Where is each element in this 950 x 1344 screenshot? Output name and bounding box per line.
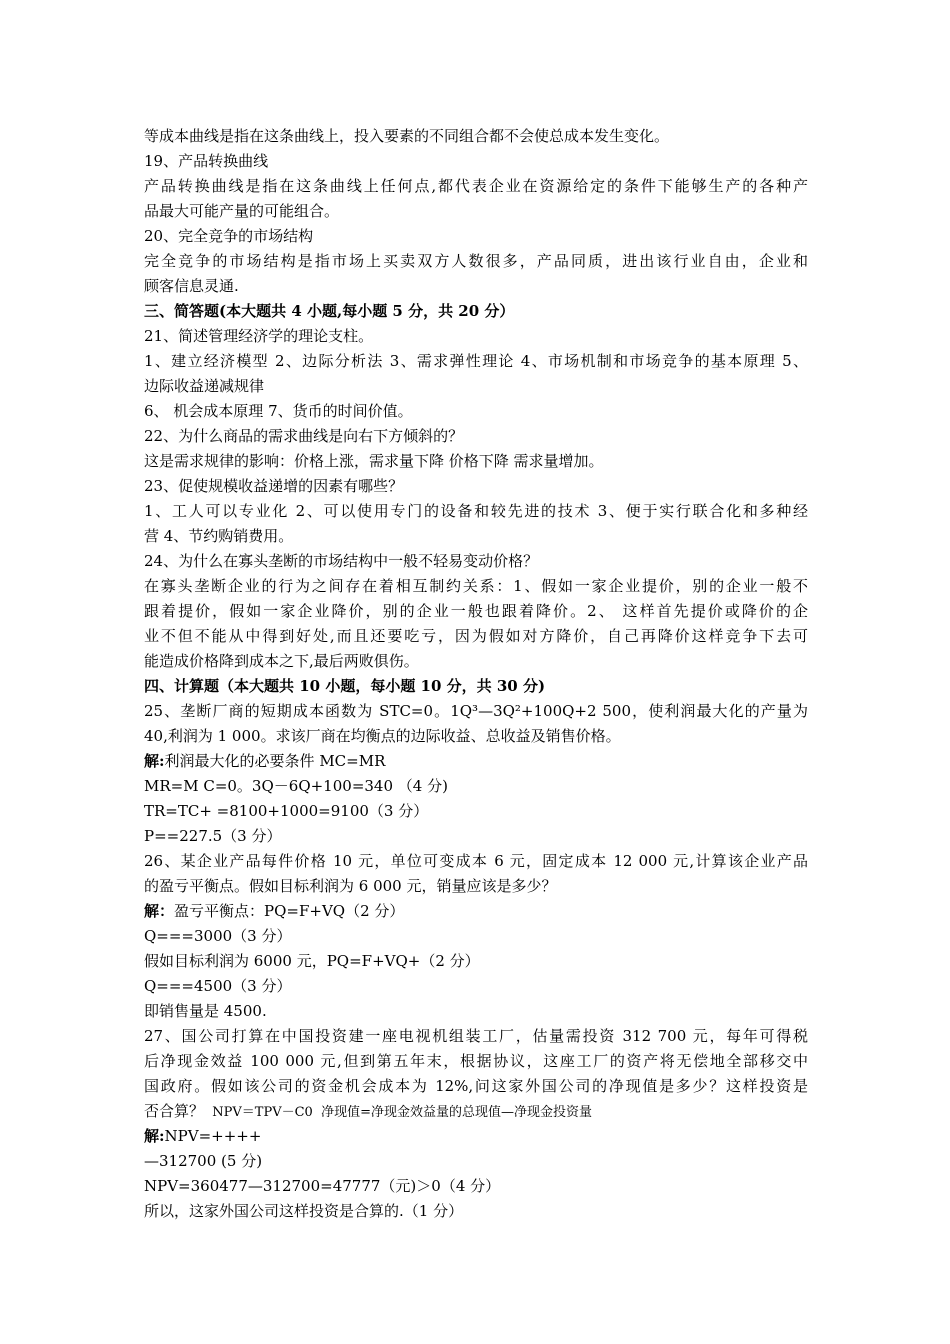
text-line <box>144 924 808 949</box>
section-heading: 三、简答题(本大题共 4 小题,每小题 5 分，共 20 分） <box>144 302 515 320</box>
text-line <box>144 299 808 324</box>
line-text: NPV=360477—312700=47777（元)＞0（4 分） <box>144 1177 501 1195</box>
line-text: 跟着提价，假如一家企业降价，别的企业一般也跟着降价。2、 这样首先提价或降价的企 <box>144 602 808 620</box>
line-text: 边际收益递减规律 <box>144 377 265 395</box>
text-line <box>144 649 808 674</box>
text-line <box>144 474 808 499</box>
text-line <box>144 1124 808 1149</box>
line-text: 1、建立经济模型 2、边际分析法 3、需求弹性理论 4、市场机制和市场竞争的基本原理 5、 <box>144 352 808 370</box>
text-line <box>144 849 808 874</box>
line-text: TR=TC+ =8100+1000=9100（3 分） <box>144 802 429 820</box>
line-text: 营 4、节约购销费用。 <box>144 527 294 545</box>
line-text: Q===3000（3 分） <box>144 927 292 945</box>
line-text: 假如目标利润为 6000 元，PQ=F+VQ+（2 分） <box>144 952 480 970</box>
text-line <box>144 449 808 474</box>
text-line <box>144 874 808 899</box>
text-line <box>144 374 808 399</box>
line-text: 产品转换曲线是指在这条曲线上任何点,都代表企业在资源给定的条件下能够生产的各种产 <box>144 177 808 195</box>
text-line <box>144 324 808 349</box>
text-line <box>144 199 808 224</box>
text-line <box>144 349 808 374</box>
text-line <box>144 699 808 724</box>
line-text: 20、完全竞争的市场结构 <box>144 227 314 245</box>
text-line <box>144 774 808 799</box>
line-text: 25、垄断厂商的短期成本函数为 STC=0。1Q³—3Q²+100Q+2 500，使利润最大化的产量为 <box>144 702 808 720</box>
text-line <box>144 124 808 149</box>
line-text: Q===4500（3 分） <box>144 977 292 995</box>
text-line <box>144 1099 808 1124</box>
line-text: 21、简述管理经济学的理论支柱。 <box>144 327 374 345</box>
line-text: 19、产品转换曲线 <box>144 152 269 170</box>
text-line <box>144 574 808 599</box>
solution-label: 解: <box>144 1127 165 1145</box>
text-line <box>144 424 808 449</box>
line-text: 这是需求规律的影响：价格上涨，需求量下降 价格下降 需求量增加。 <box>144 452 604 470</box>
line-text: 所以，这家外国公司这样投资是合算的.（1 分） <box>144 1202 464 1220</box>
text-line <box>144 674 808 699</box>
text-line <box>144 999 808 1024</box>
text-line <box>144 224 808 249</box>
line-text: 顾客信息灵通. <box>144 277 239 295</box>
line-text: 能造成价格降到成本之下,最后两败俱伤。 <box>144 652 419 670</box>
line-text: 否合算？ <box>144 1102 205 1120</box>
text-line <box>144 274 808 299</box>
line-text: —312700 (5 分) <box>144 1152 263 1170</box>
line-text: 在寡头垄断企业的行为之间存在着相互制约关系：1、假如一家企业提价，别的企业一般不 <box>144 577 808 595</box>
section-heading: 四、计算题（本大题共 10 小题，每小题 10 分，共 30 分) <box>144 677 546 695</box>
line-text: 品最大可能产量的可能组合。 <box>144 202 340 220</box>
text-line <box>144 599 808 624</box>
text-line <box>144 1149 808 1174</box>
text-line <box>144 499 808 524</box>
text-line <box>144 1024 808 1049</box>
text-line <box>144 749 808 774</box>
line-text: 1、工人可以专业化 2、可以使用专门的设备和较先进的技术 3、便于实行联合化和多种经 <box>144 502 808 520</box>
formula-note: NPV＝TPV－C0 净现值=净现金效益量的总现值—净现金投资量 <box>204 1105 592 1120</box>
line-text: 22、为什么商品的需求曲线是向右下方倾斜的？ <box>144 427 464 445</box>
text-line <box>144 1049 808 1074</box>
solution-label: 解： <box>144 902 175 920</box>
text-line <box>144 824 808 849</box>
document-page <box>144 124 808 1224</box>
text-line <box>144 724 808 749</box>
line-text: 业不但不能从中得到好处,而且还要吃亏，因为假如对方降价，自己再降价这样竞争下去可 <box>144 627 808 645</box>
line-text: MR=M C=0。3Q－6Q+100=340 （4 分) <box>144 777 448 795</box>
text-line <box>144 549 808 574</box>
line-text: P==227.5（3 分） <box>144 827 282 845</box>
text-line <box>144 249 808 274</box>
text-line <box>144 174 808 199</box>
line-text: 国政府。假如该公司的资金机会成本为 12%,问这家外国公司的净现值是多少？这样投资是 <box>144 1077 808 1095</box>
text-line <box>144 149 808 174</box>
line-text: 24、为什么在寡头垄断的市场结构中一般不轻易变动价格？ <box>144 552 539 570</box>
text-line <box>144 399 808 424</box>
line-text: 6、 机会成本原理 7、货币的时间价值。 <box>144 402 413 420</box>
text-line <box>144 1174 808 1199</box>
line-text: 利润最大化的必要条件 MC=MR <box>164 752 386 770</box>
line-text: 40,利润为 1 000。求该厂商在均衡点的边际收益、总收益及销售价格。 <box>144 727 621 745</box>
line-text: 26、某企业产品每件价格 10 元，单位可变成本 6 元，固定成本 12 000 元,计算该企业产品 <box>144 852 808 870</box>
text-line <box>144 1199 808 1224</box>
line-text: 盈亏平衡点：PQ=F+VQ（2 分） <box>174 902 405 920</box>
text-line <box>144 1074 808 1099</box>
text-line <box>144 624 808 649</box>
line-text: 即销售量是 4500. <box>144 1002 267 1020</box>
line-text: 等成本曲线是指在这条曲线上，投入要素的不同组合都不会使总成本发生变化。 <box>144 127 670 145</box>
line-text: 23、促使规模收益递增的因素有哪些？ <box>144 477 404 495</box>
text-line <box>144 899 808 924</box>
text-line <box>144 949 808 974</box>
line-text: 27、国公司打算在中国投资建一座电视机组装工厂，估量需投资 312 700 元，每年可得税 <box>144 1027 808 1045</box>
solution-label: 解: <box>144 752 165 770</box>
line-text: NPV=++++ <box>164 1127 262 1145</box>
text-line <box>144 974 808 999</box>
line-text: 后净现金效益 100 000 元,但到第五年末，根据协议，这座工厂的资产将无偿地全部移交中 <box>144 1052 808 1070</box>
line-text: 完全竞争的市场结构是指市场上买卖双方人数很多，产品同质，进出该行业自由，企业和 <box>144 252 808 270</box>
line-text: 的盈亏平衡点。假如目标利润为 6 000 元，销量应该是多少？ <box>144 877 557 895</box>
text-line <box>144 524 808 549</box>
text-line <box>144 799 808 824</box>
